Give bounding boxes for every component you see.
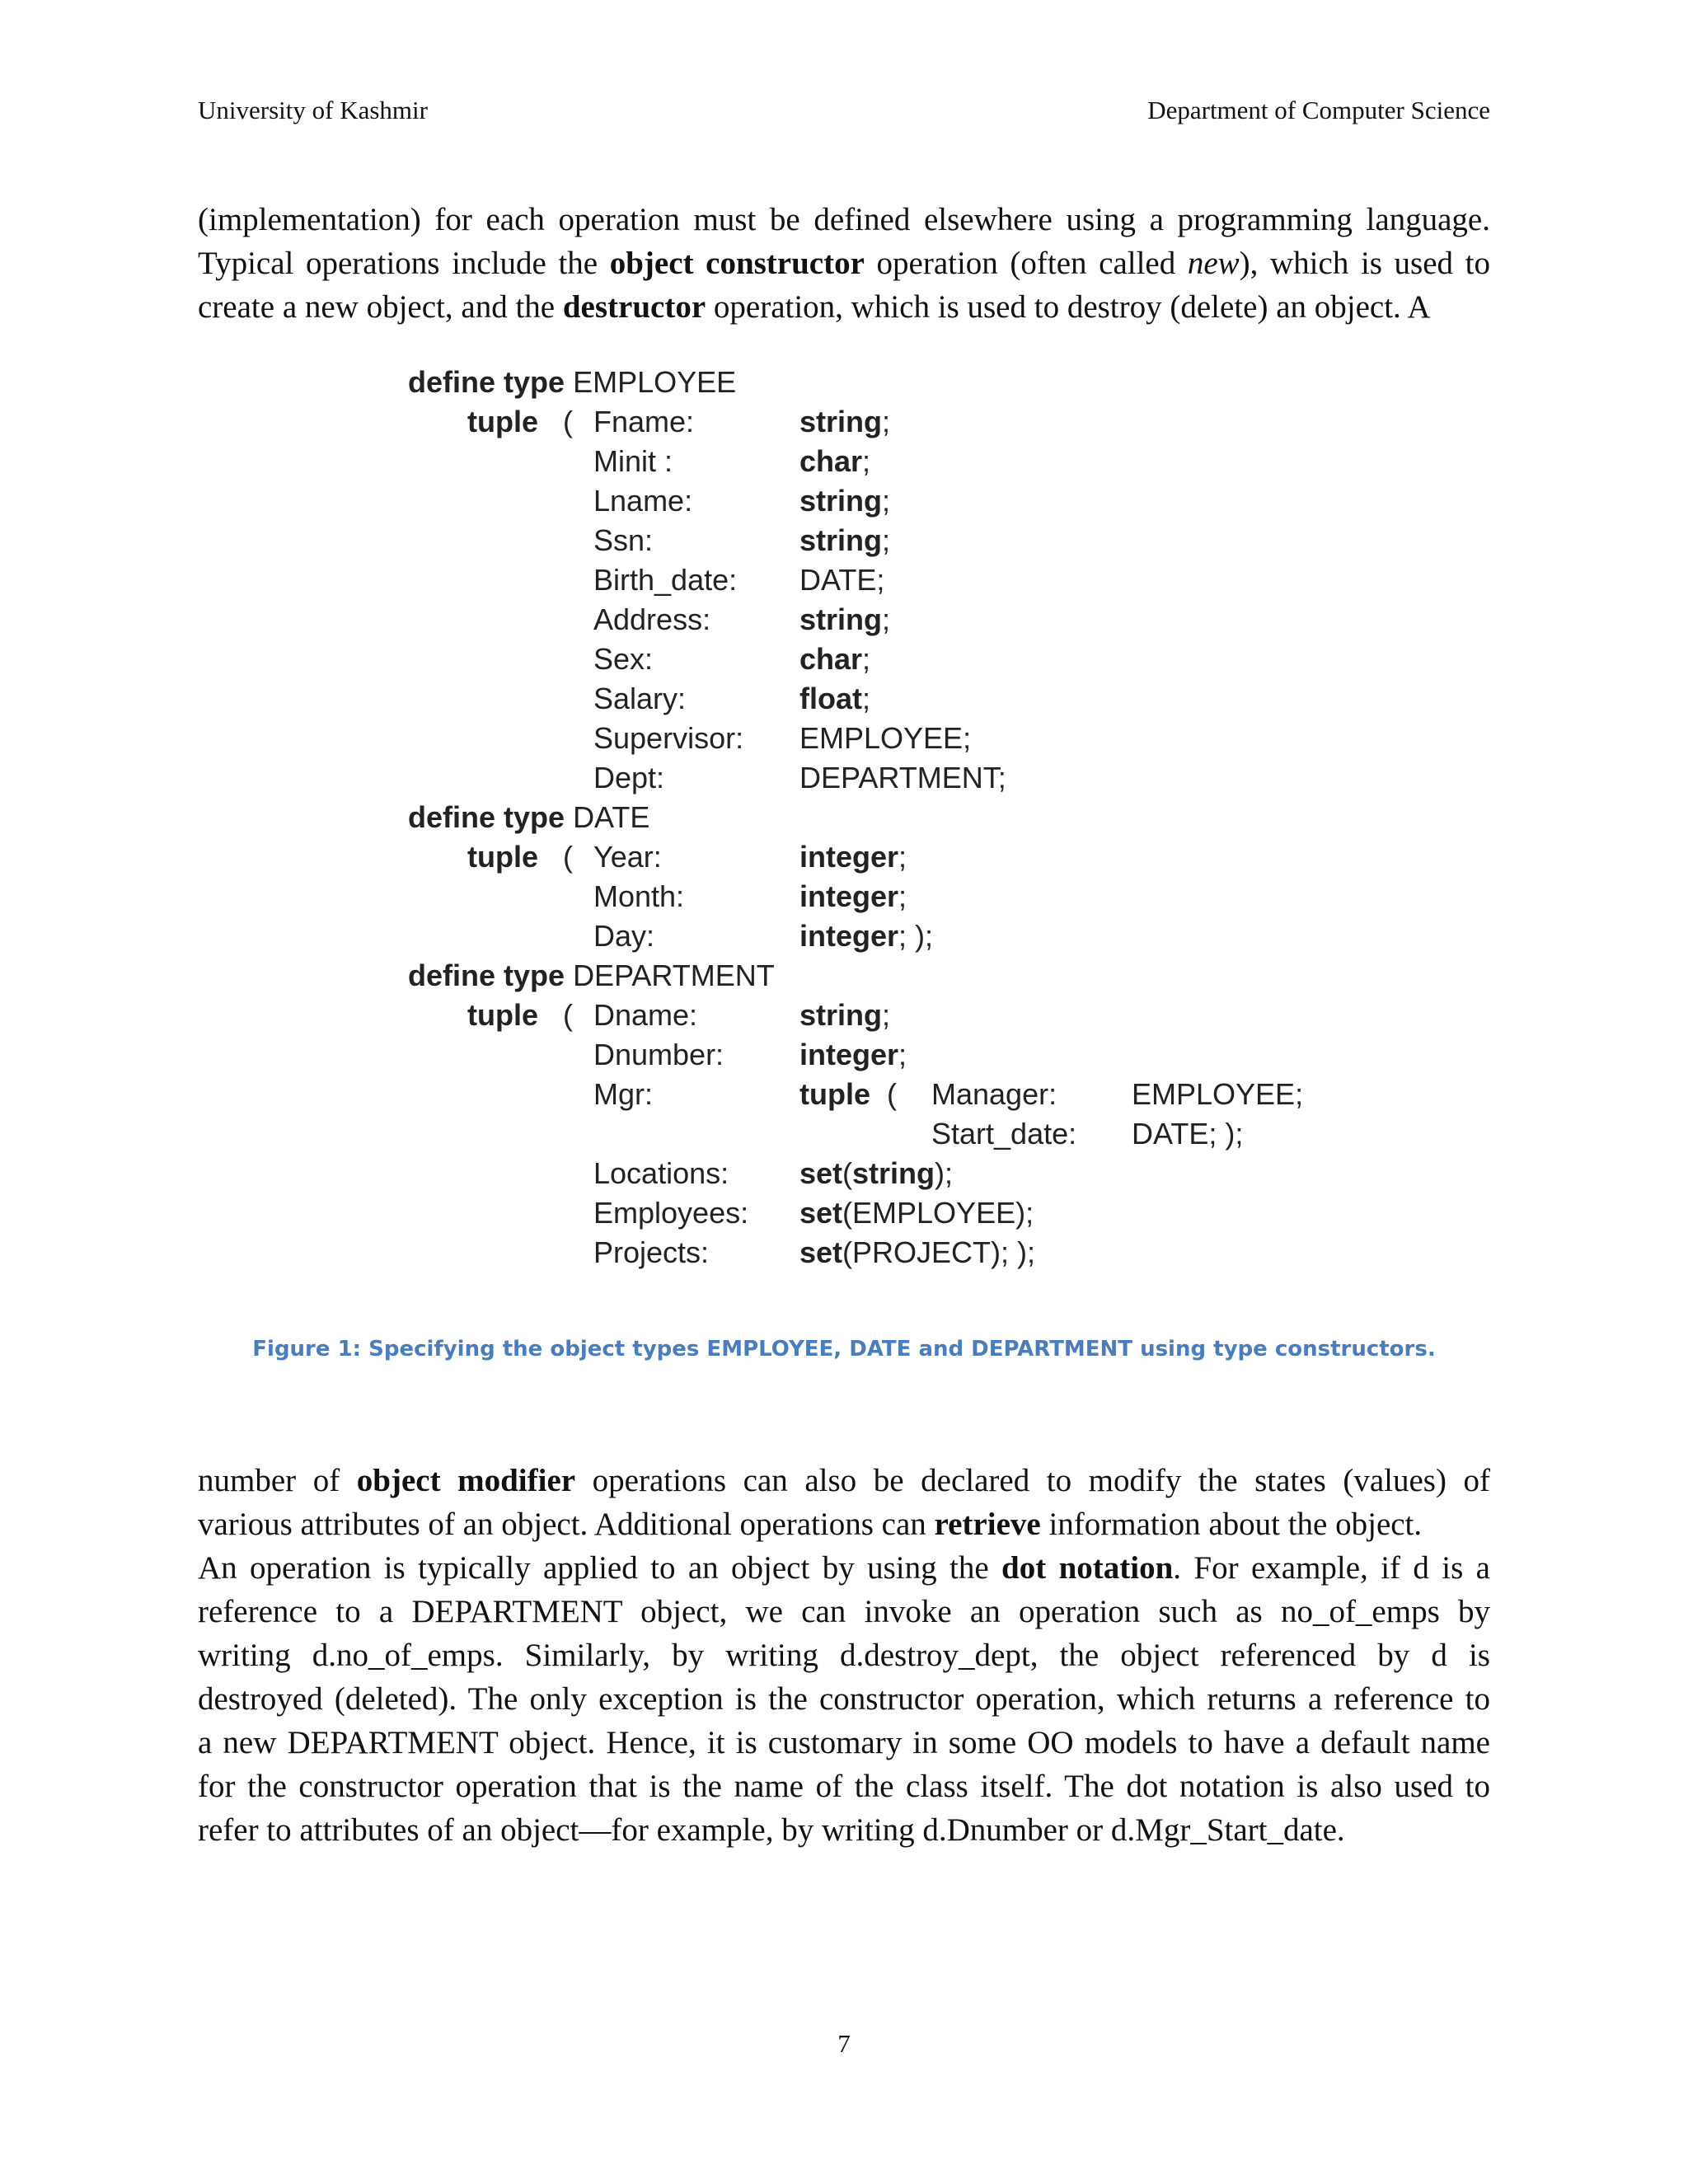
figure-caption: Figure 1: Specifying the object types EMPLOYEE, DATE and DEPARTMENT using type constructors.	[252, 1337, 1436, 1361]
field-type: char;	[799, 444, 871, 478]
field-type: char;	[799, 642, 871, 676]
department-tuple: tuple (	[467, 998, 574, 1032]
paragraph-intro	[198, 198, 1490, 329]
mgr-sub-value: EMPLOYEE;	[1132, 1077, 1304, 1111]
define-date: define type DATE	[408, 800, 650, 834]
field-type: integer;	[799, 879, 907, 913]
para2-line8: for the constructor operation that is the name of the class itself. The dot notation is also used to	[198, 1769, 1490, 1804]
para1-line1: (implementation) for each operation must be defined elsewhere using a programming language.	[198, 202, 1490, 237]
para2-line2: various attributes of an object. Additional operations can retrieve information about the object.	[198, 1507, 1423, 1542]
field-type: string;	[799, 484, 891, 518]
field-label: Fname:	[593, 405, 695, 438]
field-label: Projects:	[593, 1235, 710, 1269]
para2-line4: reference to a DEPARTMENT object, we can invoke an operation such as no_of_emps by	[198, 1594, 1490, 1629]
para2-line9: refer to attributes of an object—for example, by writing d.Dnumber or d.Mgr_Start_date.	[198, 1812, 1345, 1848]
field-label: Dept:	[593, 761, 665, 794]
field-type: float;	[799, 682, 871, 715]
para2-line6: destroyed (deleted). The only exception is the constructor operation, which returns a reference to	[198, 1681, 1490, 1717]
field-label: Lname:	[593, 484, 693, 518]
header-department: Department of Computer Science	[1147, 96, 1490, 124]
field-type: set(EMPLOYEE);	[799, 1196, 1034, 1230]
define-employee: define type EMPLOYEE	[408, 365, 737, 399]
field-type: integer;	[799, 840, 907, 874]
employee-tuple: tuple (	[467, 405, 574, 438]
field-label: Day:	[593, 919, 655, 953]
field-label: Birth_date:	[593, 563, 738, 597]
paragraph-operations	[198, 1459, 1490, 1852]
field-label: Ssn:	[593, 523, 654, 557]
mgr-sub-label: Start_date:	[931, 1117, 1077, 1151]
mgr-sub-value: DATE; );	[1132, 1117, 1244, 1151]
field-label: Sex:	[593, 642, 654, 676]
field-type: string;	[799, 405, 891, 438]
date-tuple: tuple (	[467, 840, 574, 874]
field-label: Employees:	[593, 1196, 749, 1230]
field-label: Dnumber:	[593, 1038, 724, 1071]
field-label: Dname:	[593, 998, 698, 1032]
field-label: Locations:	[593, 1156, 729, 1190]
field-type: integer;	[799, 1038, 907, 1071]
page-number: 7	[837, 2029, 851, 2058]
header-university: University of Kashmir	[198, 96, 428, 124]
field-type: set(PROJECT); );	[799, 1235, 1036, 1269]
field-type: set(string);	[799, 1156, 954, 1190]
field-type: tuple (	[799, 1077, 898, 1111]
para1-line2: Typical operations include the object constructor operation (often called new), which is used to	[198, 246, 1490, 281]
field-label: Month:	[593, 879, 685, 913]
field-type: EMPLOYEE;	[799, 721, 972, 755]
field-label: Salary:	[593, 682, 687, 715]
field-label: Year:	[593, 840, 662, 874]
field-label: Supervisor:	[593, 721, 744, 755]
field-type: string;	[799, 998, 891, 1032]
mgr-sub-label: Manager:	[931, 1077, 1057, 1111]
field-label: Mgr:	[593, 1077, 653, 1111]
field-label: Address:	[593, 602, 711, 636]
field-type: DATE;	[799, 563, 885, 597]
para2-line7: a new DEPARTMENT object. Hence, it is customary in some OO models to have a default name	[198, 1725, 1490, 1760]
para2-line5: writing d.no_of_emps. Similarly, by writing d.destroy_dept, the object referenced by d is	[198, 1638, 1490, 1673]
field-type: integer; );	[799, 919, 934, 953]
define-department: define type DEPARTMENT	[408, 958, 775, 992]
field-type: DEPARTMENT;	[799, 761, 1006, 794]
field-type: string;	[799, 523, 891, 557]
field-label: Minit :	[593, 444, 673, 478]
field-type: string;	[799, 602, 891, 636]
para2-line3: An operation is typically applied to an object by using the dot notation. For example, if d is a	[198, 1550, 1490, 1586]
para2-line1: number of object modifier operations can also be declared to modify the states (values) of	[198, 1463, 1490, 1498]
para1-line3: create a new object, and the destructor operation, which is used to destroy (delete) an object. A	[198, 289, 1431, 325]
